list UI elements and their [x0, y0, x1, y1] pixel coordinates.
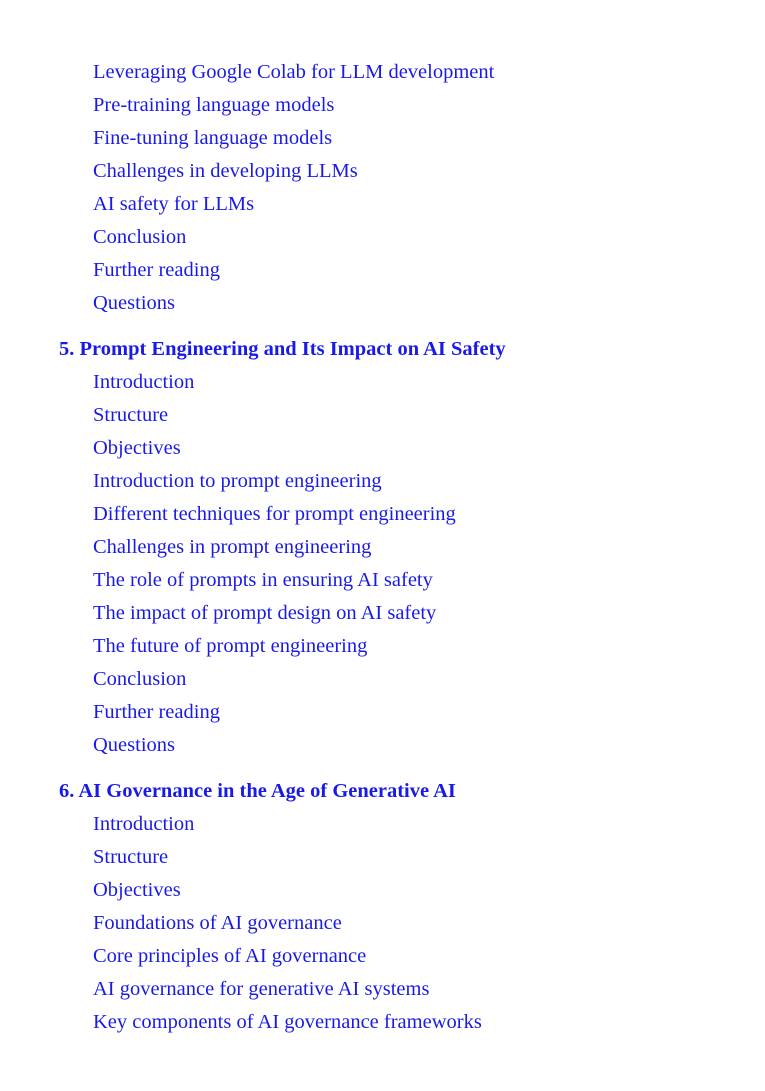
toc-link[interactable]: Structure	[93, 404, 169, 426]
toc-link[interactable]: The future of prompt engineering	[93, 635, 368, 657]
toc-link[interactable]: Conclusion	[93, 226, 187, 248]
toc-link[interactable]: AI safety for LLMs	[93, 193, 255, 215]
toc-link[interactable]: Pre-training language models	[93, 94, 335, 116]
chapter-title-link[interactable]: 6. AI Governance in the Age of Generative AI	[59, 780, 456, 802]
toc-link[interactable]: Key components of AI governance frameworks	[93, 1011, 482, 1033]
toc-link[interactable]: Introduction	[93, 371, 195, 393]
toc-link[interactable]: Challenges in prompt engineering	[93, 536, 372, 558]
chapter-6-section	[0, 775, 765, 1039]
toc-link[interactable]: Core principles of AI governance	[93, 945, 367, 967]
toc-link[interactable]: Different techniques for prompt engineering	[93, 503, 456, 525]
toc-link[interactable]: Leveraging Google Colab for LLM development	[93, 61, 495, 83]
chapter-5-section	[0, 333, 765, 762]
table-of-contents	[0, 56, 765, 1039]
toc-link[interactable]: Further reading	[93, 259, 220, 281]
toc-link[interactable]: Questions	[93, 734, 175, 756]
toc-link[interactable]: The impact of prompt design on AI safety	[93, 602, 437, 624]
toc-link[interactable]: Introduction	[93, 813, 195, 835]
continued-section	[0, 56, 765, 320]
toc-link[interactable]: Conclusion	[93, 668, 187, 690]
toc-link[interactable]: The role of prompts in ensuring AI safety	[93, 569, 433, 591]
chapter-title-link[interactable]: 5. Prompt Engineering and Its Impact on AI Safety	[59, 338, 506, 360]
toc-link[interactable]: Introduction to prompt engineering	[93, 470, 382, 492]
toc-link[interactable]: AI governance for generative AI systems	[93, 978, 430, 1000]
toc-link[interactable]: Foundations of AI governance	[93, 912, 342, 934]
toc-link[interactable]: Questions	[93, 292, 175, 314]
toc-link[interactable]: Objectives	[93, 879, 181, 901]
toc-link[interactable]: Fine-tuning language models	[93, 127, 333, 149]
toc-link[interactable]: Objectives	[93, 437, 181, 459]
toc-link[interactable]: Structure	[93, 846, 169, 868]
toc-link[interactable]: Challenges in developing LLMs	[93, 160, 358, 182]
toc-link[interactable]: Further reading	[93, 701, 220, 723]
